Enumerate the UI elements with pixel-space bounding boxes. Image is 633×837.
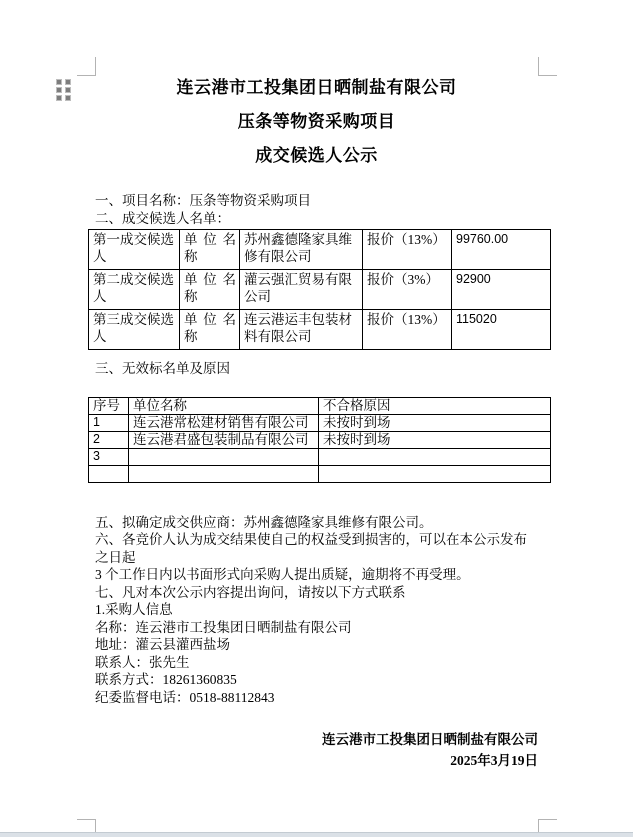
purchaser-address: 地址：灌云县灌西盐场	[95, 637, 230, 652]
field-label-cell: 单位名称	[180, 310, 240, 350]
reason-cell: 未按时到场	[319, 431, 551, 448]
title-company: 连云港市工投集团日晒制盐有限公司	[176, 78, 457, 97]
supervision-phone: 纪委监督电话：0518-88112843	[95, 689, 275, 705]
table-header-row	[89, 397, 551, 414]
reason-cell	[319, 448, 551, 465]
price-value-cell: 92900	[452, 270, 551, 310]
margin-crop-mark-top-right	[538, 57, 557, 76]
table-row	[89, 431, 551, 448]
title-announcement: 成交候选人公示	[255, 146, 378, 165]
company-cell: 连云港君盛包装制品有限公司	[129, 431, 319, 448]
signature-block	[95, 729, 538, 771]
title-project: 压条等物资采购项目	[237, 112, 396, 131]
index-cell: 1	[89, 414, 129, 431]
company-cell	[129, 465, 319, 482]
contact-phone: 联系方式：18261360835	[95, 672, 237, 687]
candidate-rank-cell: 第三成交候选人	[89, 310, 180, 350]
contact-person: 联系人：张先生	[95, 654, 190, 670]
company-cell	[129, 448, 319, 465]
invalid-bids-table	[88, 397, 551, 483]
section-6-objection-line1: 六、各竞价人认为成交结果使自己的权益受到损害的，可以在本公示发布之日起	[95, 532, 527, 565]
candidate-rank-cell: 第一成交候选人	[89, 230, 180, 270]
section-1-project-name: 一、项目名称：压条等物资采购项目	[95, 193, 311, 208]
section-2-candidates-heading: 二、成交候选人名单：	[95, 211, 230, 226]
col-header-reason: 不合格原因	[319, 397, 551, 414]
section-5-supplier: 五、拟确定成交供应商：苏州鑫德隆家具维修有限公司。	[95, 514, 433, 530]
field-label-cell: 单位名称	[180, 230, 240, 270]
drag-handle-icon[interactable]	[57, 80, 70, 100]
company-name-cell: 灌云强汇贸易有限公司	[240, 270, 363, 310]
purchaser-info-heading: 1.采购人信息	[95, 602, 173, 617]
signature-date: 2025年3月19日	[450, 753, 538, 768]
dot	[57, 80, 61, 84]
table-row	[89, 414, 551, 431]
table-row	[89, 270, 551, 310]
dot	[66, 96, 70, 100]
col-header-company: 单位名称	[129, 397, 319, 414]
index-cell: 2	[89, 431, 129, 448]
company-name-cell: 苏州鑫德隆家具维修有限公司	[240, 230, 363, 270]
company-cell: 连云港常松建材销售有限公司	[129, 414, 319, 431]
price-value-cell: 99760.00	[452, 230, 551, 270]
candidate-rank-cell: 第二成交候选人	[89, 270, 180, 310]
reason-cell	[319, 465, 551, 482]
page-bottom-edge	[0, 832, 633, 837]
signature-company: 连云港市工投集团日晒制盐有限公司	[322, 732, 538, 747]
price-value-cell: 115020	[452, 310, 551, 350]
document-titles	[95, 0, 538, 166]
margin-crop-mark-top-left	[77, 57, 96, 76]
dot	[66, 88, 70, 92]
document-body	[95, 0, 538, 771]
price-label-cell: 报价（13%）	[363, 230, 452, 270]
table-row	[89, 465, 551, 482]
index-cell	[89, 465, 129, 482]
reason-cell: 未按时到场	[319, 414, 551, 431]
price-label-cell: 报价（13%）	[363, 310, 452, 350]
table-row	[89, 448, 551, 465]
dot	[66, 80, 70, 84]
price-label-cell: 报价（3%）	[363, 270, 452, 310]
dot	[57, 96, 61, 100]
dot	[57, 88, 61, 92]
section-7-inquiry: 七、凡对本次公示内容提出询问，请按以下方式联系	[95, 584, 406, 600]
field-label-cell: 单位名称	[180, 270, 240, 310]
candidates-table	[88, 229, 551, 350]
table-row	[89, 310, 551, 350]
index-cell: 3	[89, 448, 129, 465]
table-row	[89, 230, 551, 270]
col-header-index: 序号	[89, 397, 129, 414]
section-3-invalid-heading: 三、无效标名单及原因	[95, 361, 230, 376]
company-name-cell: 连云港运丰包装材料有限公司	[240, 310, 363, 350]
section-6-objection-line2: 3 个工作日内以书面形式向采购人提出质疑，逾期将不再受理。	[95, 567, 470, 582]
purchaser-name: 名称：连云港市工投集团日晒制盐有限公司	[95, 619, 352, 635]
